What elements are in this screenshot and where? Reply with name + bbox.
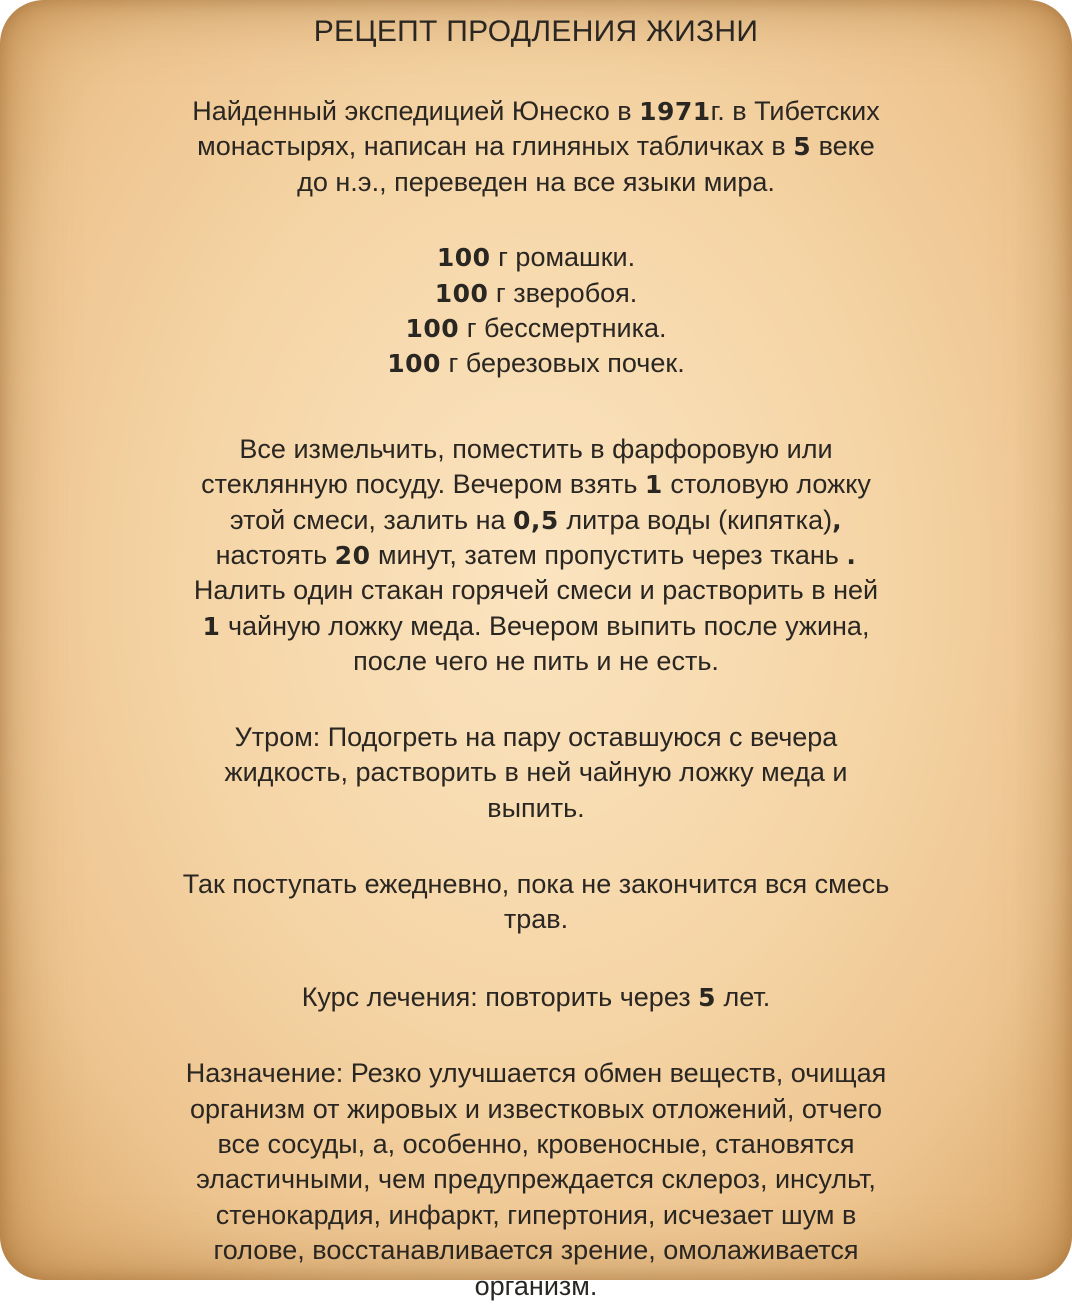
morning-paragraph — [30, 720, 1042, 826]
course-years: 5 — [698, 982, 717, 1012]
year-number: 1971 — [639, 97, 711, 126]
purpose-text: стенокардия, инфаркт, гипертония, исчезает шум в — [215, 1199, 857, 1230]
century-number: 5 — [793, 132, 812, 162]
liters-value: 0,5 — [513, 505, 559, 535]
ingredient-name: г березовых почек. — [440, 348, 685, 379]
minutes-value: 20 — [334, 541, 371, 571]
purpose-text: организм от жировых и известковых отложений, отчего — [189, 1093, 883, 1124]
ingredient-item — [30, 240, 1042, 275]
ingredients-list — [30, 240, 1042, 382]
ingredient-name: г зверобоя. — [488, 277, 638, 308]
morning-text: Утром: Подогреть на пару оставшуюся с вечера — [234, 721, 838, 752]
ingredient-item — [30, 276, 1042, 311]
course-text: лет. — [716, 981, 771, 1012]
ingredient-item — [30, 311, 1042, 346]
method-paragraph — [30, 432, 1042, 680]
method-text: Налить один стакан горячей смеси и растворить в ней — [193, 575, 879, 606]
intro-text: г. в Тибетских — [710, 96, 880, 126]
ingredient-item — [30, 346, 1042, 381]
daily-text: трав. — [503, 904, 569, 935]
purpose-text: голове, восстанавливается зрение, омолаживается — [213, 1235, 859, 1266]
ingredient-amount: 100 — [434, 278, 489, 308]
purpose-paragraph — [30, 1056, 1042, 1304]
course-text: Курс лечения: повторить через — [301, 981, 699, 1012]
ingredient-amount: 100 — [405, 314, 460, 344]
purpose-text: все сосуды, а, особенно, кровеносные, становятся — [217, 1128, 855, 1159]
teaspoon-count: 1 — [202, 611, 221, 641]
method-text: столовую ложку — [662, 469, 871, 500]
morning-text: жидкость, растворить в ней чайную ложку меда и — [224, 757, 848, 788]
course-paragraph — [30, 980, 1042, 1015]
page-title: РЕЦЕПТ ПРОДЛЕНИЯ ЖИЗНИ — [313, 15, 759, 48]
intro-text: до н.э., переведен на все языки мира. — [297, 166, 775, 197]
purpose-text: Назначение: Резко улучшается обмен веществ, очищая — [185, 1058, 887, 1089]
purpose-text: эластичными, чем предупреждается склероз, инсульт, — [196, 1164, 876, 1195]
ingredient-amount: 100 — [436, 243, 491, 273]
ingredient-name: г ромашки. — [490, 242, 636, 273]
intro-text: Найденный экспедицией Юнеско в — [192, 96, 640, 126]
method-text: Все измельчить, поместить в фарфоровую или — [239, 433, 833, 464]
intro-text: монастырях, написан на глиняных табличках в — [197, 131, 794, 162]
purpose-text: организм. — [474, 1270, 598, 1301]
ingredient-amount: 100 — [387, 349, 441, 379]
ingredient-name: г бессмертника. — [459, 313, 667, 344]
method-text: . — [846, 541, 857, 571]
recipe-text — [30, 0, 1042, 1304]
intro-text: веке — [811, 131, 875, 162]
morning-text: выпить. — [487, 792, 585, 823]
method-text: литра воды (кипятка) — [558, 504, 833, 535]
method-text: настоять — [215, 540, 335, 571]
method-text: после чего не пить и не есть. — [353, 646, 719, 677]
daily-paragraph — [30, 867, 1042, 938]
spoon-count: 1 — [644, 470, 663, 500]
intro-paragraph — [30, 94, 1042, 200]
method-text: стеклянную посуду. Вечером взять — [201, 469, 645, 500]
method-text: минут, затем пропустить через ткань — [370, 540, 847, 571]
method-text: , — [832, 505, 843, 535]
method-text: этой смеси, залить на — [229, 504, 514, 535]
method-text: чайную ложку меда. Вечером выпить после ужина, — [220, 610, 870, 641]
daily-text: Так поступать ежедневно, пока не закончится вся смесь — [182, 868, 890, 899]
